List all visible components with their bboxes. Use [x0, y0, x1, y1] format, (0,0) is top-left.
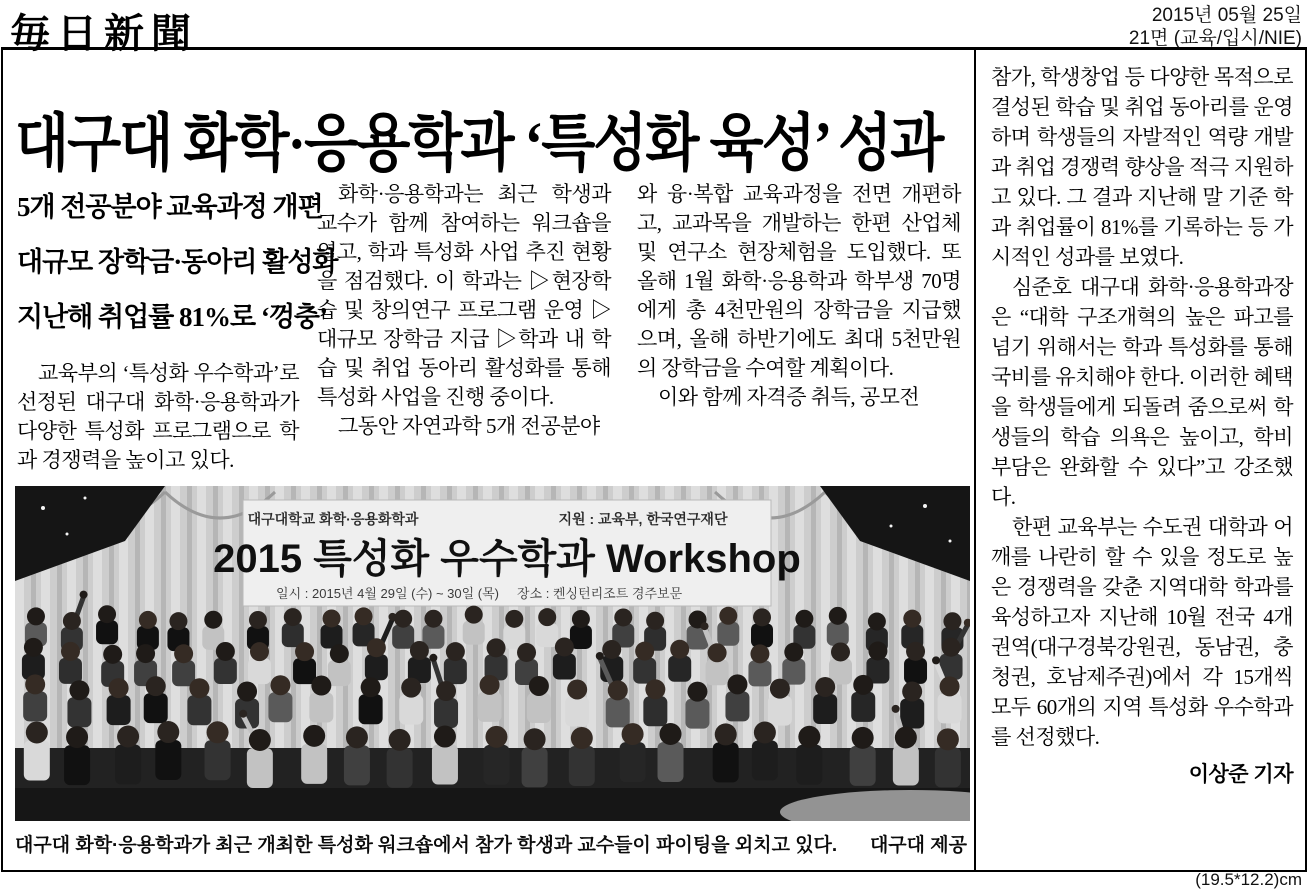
- article-headline: 대구대 화학·응용학과 ‘특성화 육성’ 성과: [15, 109, 943, 179]
- clipping-size-note: (19.5*12.2)cm: [1195, 870, 1302, 889]
- newspaper-logo: 毎日新聞: [10, 11, 198, 56]
- workshop-photo-illustration: [15, 486, 970, 821]
- paragraph: 한편 교육부는 수도권 대학과 어깨를 나란히 할 수 있을 정도로 높은 경쟁력을 갖춘 지역대학 학과를 육성하고자 지난해 10월 전국 4개 권역(대구경북강원권, 동남권, 충청권, 호남제주권)에서 각 15개씩 모두 60개의 지역 특성화 우수학과를 선정했다.: [991, 515, 1293, 749]
- subhead: [17, 180, 338, 345]
- banner-title: 2015 특성화 우수학과 Workshop: [213, 537, 801, 581]
- paragraph: 와 융·복합 교육과정을 전면 개편하고, 교과목을 개발하는 한편 산업체 및 연구소 현장체험을 도입했다. 또 올해 1월 화학·응용학과 학부생 70명에게 총 4천만원의 장학금을 지급했으며, 올해 하반기에도 최대 5천만원의 장학금을 수여할 계획이다.: [637, 182, 961, 380]
- page-section: 21면 (교육/입시/NIE): [1128, 28, 1302, 49]
- body-column-3: [637, 180, 961, 412]
- paragraph: 참가, 학생창업 등 다양한 목적으로 결성된 학습 및 취업 동아리를 운영하며 학생들의 자발적인 역량 개발과 취업 경쟁력 향상을 적극 지원하고 있다. 그 결과 지난해 말 기준 학과 취업률이 81%를 기록하는 등 가시적인 성과를 보였다.: [991, 65, 1293, 269]
- column-divider: [974, 50, 976, 870]
- subhead-line: 지난해 취업률 81%로 ‘껑충’: [17, 302, 327, 332]
- banner-venue: 장소 : 켄싱턴리조트 경주보문: [517, 586, 683, 601]
- body-column-2: [317, 180, 611, 441]
- body-column-1: [17, 180, 338, 475]
- banner-date: 일시 : 2015년 4월 29일 (수) ~ 30일 (목): [276, 586, 499, 601]
- date-block: [1129, 4, 1302, 50]
- subhead-line: 5개 전공분야 교육과정 개편: [17, 192, 323, 222]
- paragraph: 그동안 자연과학 5개 전공분야: [338, 414, 600, 438]
- paragraph: 화학·응용학과는 최근 학생과 교수가 함께 참여하는 워크숍을 열고, 학과 특성화 사업 추진 현황을 점검했다. 이 학과는 ▷현장학습 및 창의연구 프로그램 운영 ▷대규모 장학금 지급 ▷학과 내 학습 및 취업 동아리 활성화를 통해 특성화 사업을 진행 중이다.: [317, 182, 611, 409]
- body-column-4: [991, 62, 1293, 790]
- photo-caption-row: [15, 830, 967, 857]
- banner-organizer: 대구대학교 화학·응용화학과: [247, 511, 419, 527]
- article-box: [1, 47, 1307, 872]
- workshop-banner: [213, 500, 801, 606]
- reporter-byline: 이상준 기자: [1188, 763, 1293, 786]
- photo-credit: 대구대 제공: [869, 835, 967, 856]
- subhead-line: 대규모 장학금·동아리 활성화: [17, 247, 338, 277]
- paragraph: 이와 함께 자격증 취득, 공모전: [658, 385, 920, 409]
- paragraph: 심준호 대구대 화학·응용학과장은 “대학 구조개혁의 높은 파고를 넘기 위해서는 학과 특성화를 통해 국비를 유치해야 한다. 이러한 혜택을 학생들에게 되돌려 줌으로써 학생들의 학습 의욕은 높이고, 학비 부담은 완화할 수 있다”고 강조했다.: [991, 275, 1293, 509]
- photo-caption: 대구대 화학·응용학과가 최근 개최한 특성화 워크숍에서 참가 학생과 교수들이 파이팅을 외치고 있다.: [15, 835, 838, 856]
- paragraph: 교육부의 ‘특성화 우수학과’로 선정된 대구대 화학·응용학과가 다양한 특성화 프로그램으로 학과 경쟁력을 높이고 있다.: [17, 361, 299, 472]
- issue-date: 2015년 05월 25일: [1151, 5, 1302, 26]
- banner-support: 지원 : 교육부, 한국연구재단: [558, 511, 728, 527]
- workshop-photo: [15, 486, 970, 821]
